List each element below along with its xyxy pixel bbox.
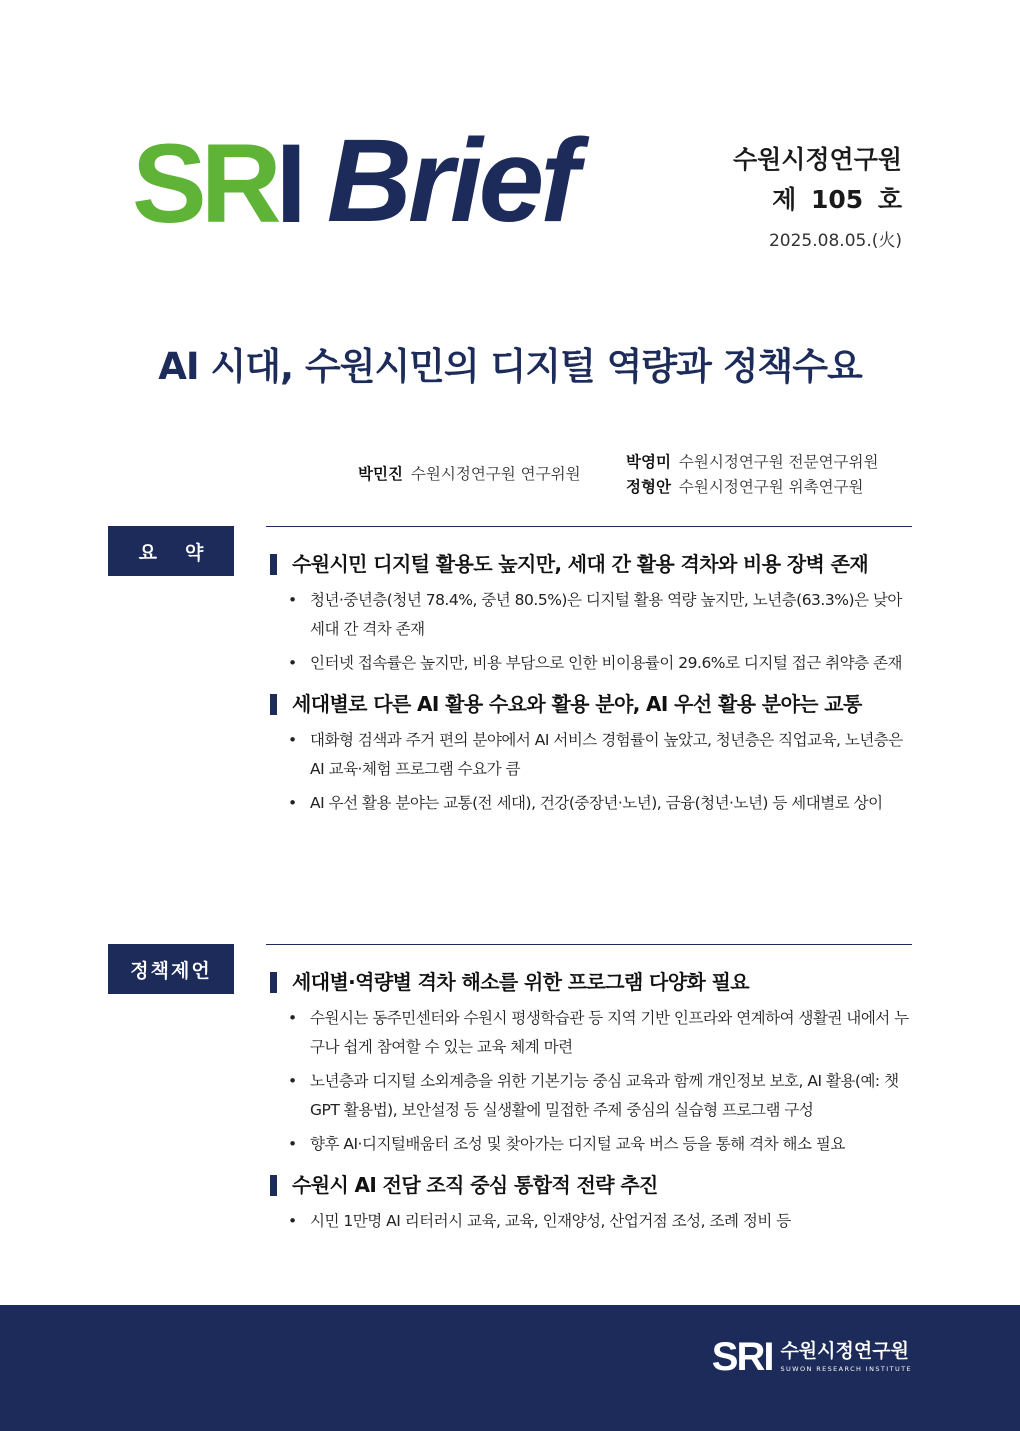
summary-content [270, 548, 912, 828]
policy-divider [266, 944, 912, 945]
logo-brief: Brief [326, 115, 576, 247]
author-affiliation: 수원시정연구원 전문연구위원 [678, 453, 879, 471]
summary-bullets-1 [270, 586, 912, 678]
page-title: AI 시대, 수원시민의 디지털 역량과 정책수요 [158, 345, 862, 388]
summary-heading-1: 수원시민 디지털 활용도 높지만, 세대 간 활용 격차와 비용 장벽 존재 [270, 548, 912, 580]
policy-bullets-1 [270, 1004, 912, 1159]
policy-heading-2: 수원시 AI 전담 조직 중심 통합적 전략 추진 [270, 1169, 912, 1201]
logo-sri: SRI [132, 121, 301, 246]
footer-org-en: SUWON RESEARCH INSTITUTE [780, 1364, 912, 1373]
issue-info [733, 140, 902, 251]
list-item: • 대화형 검색과 주거 편의 분야에서 AI 서비스 경험률이 높았고, 청년층은 직업교육, 노년층은 AI 교육·체험 프로그램 수요가 큼 [270, 726, 912, 784]
footer-logo [712, 1337, 912, 1377]
footer-logo-sri: SRI [711, 1335, 773, 1379]
footer-org-ko: 수원시정연구원 [780, 1340, 909, 1363]
issue-date: 2025.08.05.(火) [768, 231, 902, 251]
author-affiliation: 수원시정연구원 위촉연구원 [678, 478, 864, 496]
policy-content [270, 966, 912, 1246]
list-item: • 시민 1만명 AI 리터러시 교육, 교육, 인재양성, 산업거점 조성, 조례 정비 등 [270, 1207, 912, 1236]
author-row [626, 450, 879, 475]
policy-tag: 정책제언 [108, 944, 234, 994]
policy-bullets-2 [270, 1207, 912, 1236]
summary-heading-2: 세대별로 다른 AI 활용 수요와 활용 분야, AI 우선 활용 분야는 교통 [270, 688, 912, 720]
author-row [358, 462, 581, 487]
author-name: 박영미 [626, 453, 671, 471]
issue-org: 수원시정연구원 [732, 145, 902, 174]
author-row [626, 475, 879, 500]
authors-right [626, 450, 879, 500]
policy-heading-1: 세대별·역량별 격차 해소를 위한 프로그램 다양화 필요 [270, 966, 912, 998]
authors-left [358, 462, 581, 487]
list-item: • 청년·중년층(청년 78.4%, 중년 80.5%)은 디지털 활용 역량 높지만, 노년층(63.3%)은 낮아 세대 간 격차 존재 [270, 586, 912, 644]
list-item: • 수원시는 동주민센터와 수원시 평생학습관 등 지역 기반 인프라와 연계하여 생활권 내에서 누구나 쉽게 참여할 수 있는 교육 체계 마련 [270, 1004, 912, 1062]
footer-bar [0, 1305, 1020, 1431]
author-name: 박민진 [358, 465, 403, 483]
sri-brief-logo [132, 115, 576, 247]
summary-section [108, 526, 912, 906]
list-item: • 노년층과 디지털 소외계층을 위한 기본기능 중심 교육과 함께 개인정보 보호, AI 활용(예: 챗GPT 활용법), 보안설정 등 실생활에 밀접한 주제 중심의 실습형 프로그램 구성 [270, 1067, 912, 1125]
footer-logo-text [780, 1341, 912, 1373]
policy-section [108, 944, 912, 1274]
author-name: 정형안 [626, 478, 671, 496]
issue-number: 제 105 호 [772, 185, 902, 214]
list-item: • 향후 AI·디지털배움터 조성 및 찾아가는 디지털 교육 버스 등을 통해 격차 해소 필요 [270, 1130, 912, 1159]
summary-bullets-2 [270, 726, 912, 818]
summary-divider [266, 526, 912, 527]
list-item: • AI 우선 활용 분야는 교통(전 세대), 건강(중장년·노년), 금융(청년·노년) 등 세대별로 상이 [270, 789, 912, 818]
list-item: • 인터넷 접속률은 높지만, 비용 부담으로 인한 비이용률이 29.6%로 디지털 접근 취약층 존재 [270, 649, 912, 678]
author-affiliation: 수원시정연구원 연구위원 [410, 465, 581, 483]
summary-tag: 요약 [108, 526, 234, 576]
